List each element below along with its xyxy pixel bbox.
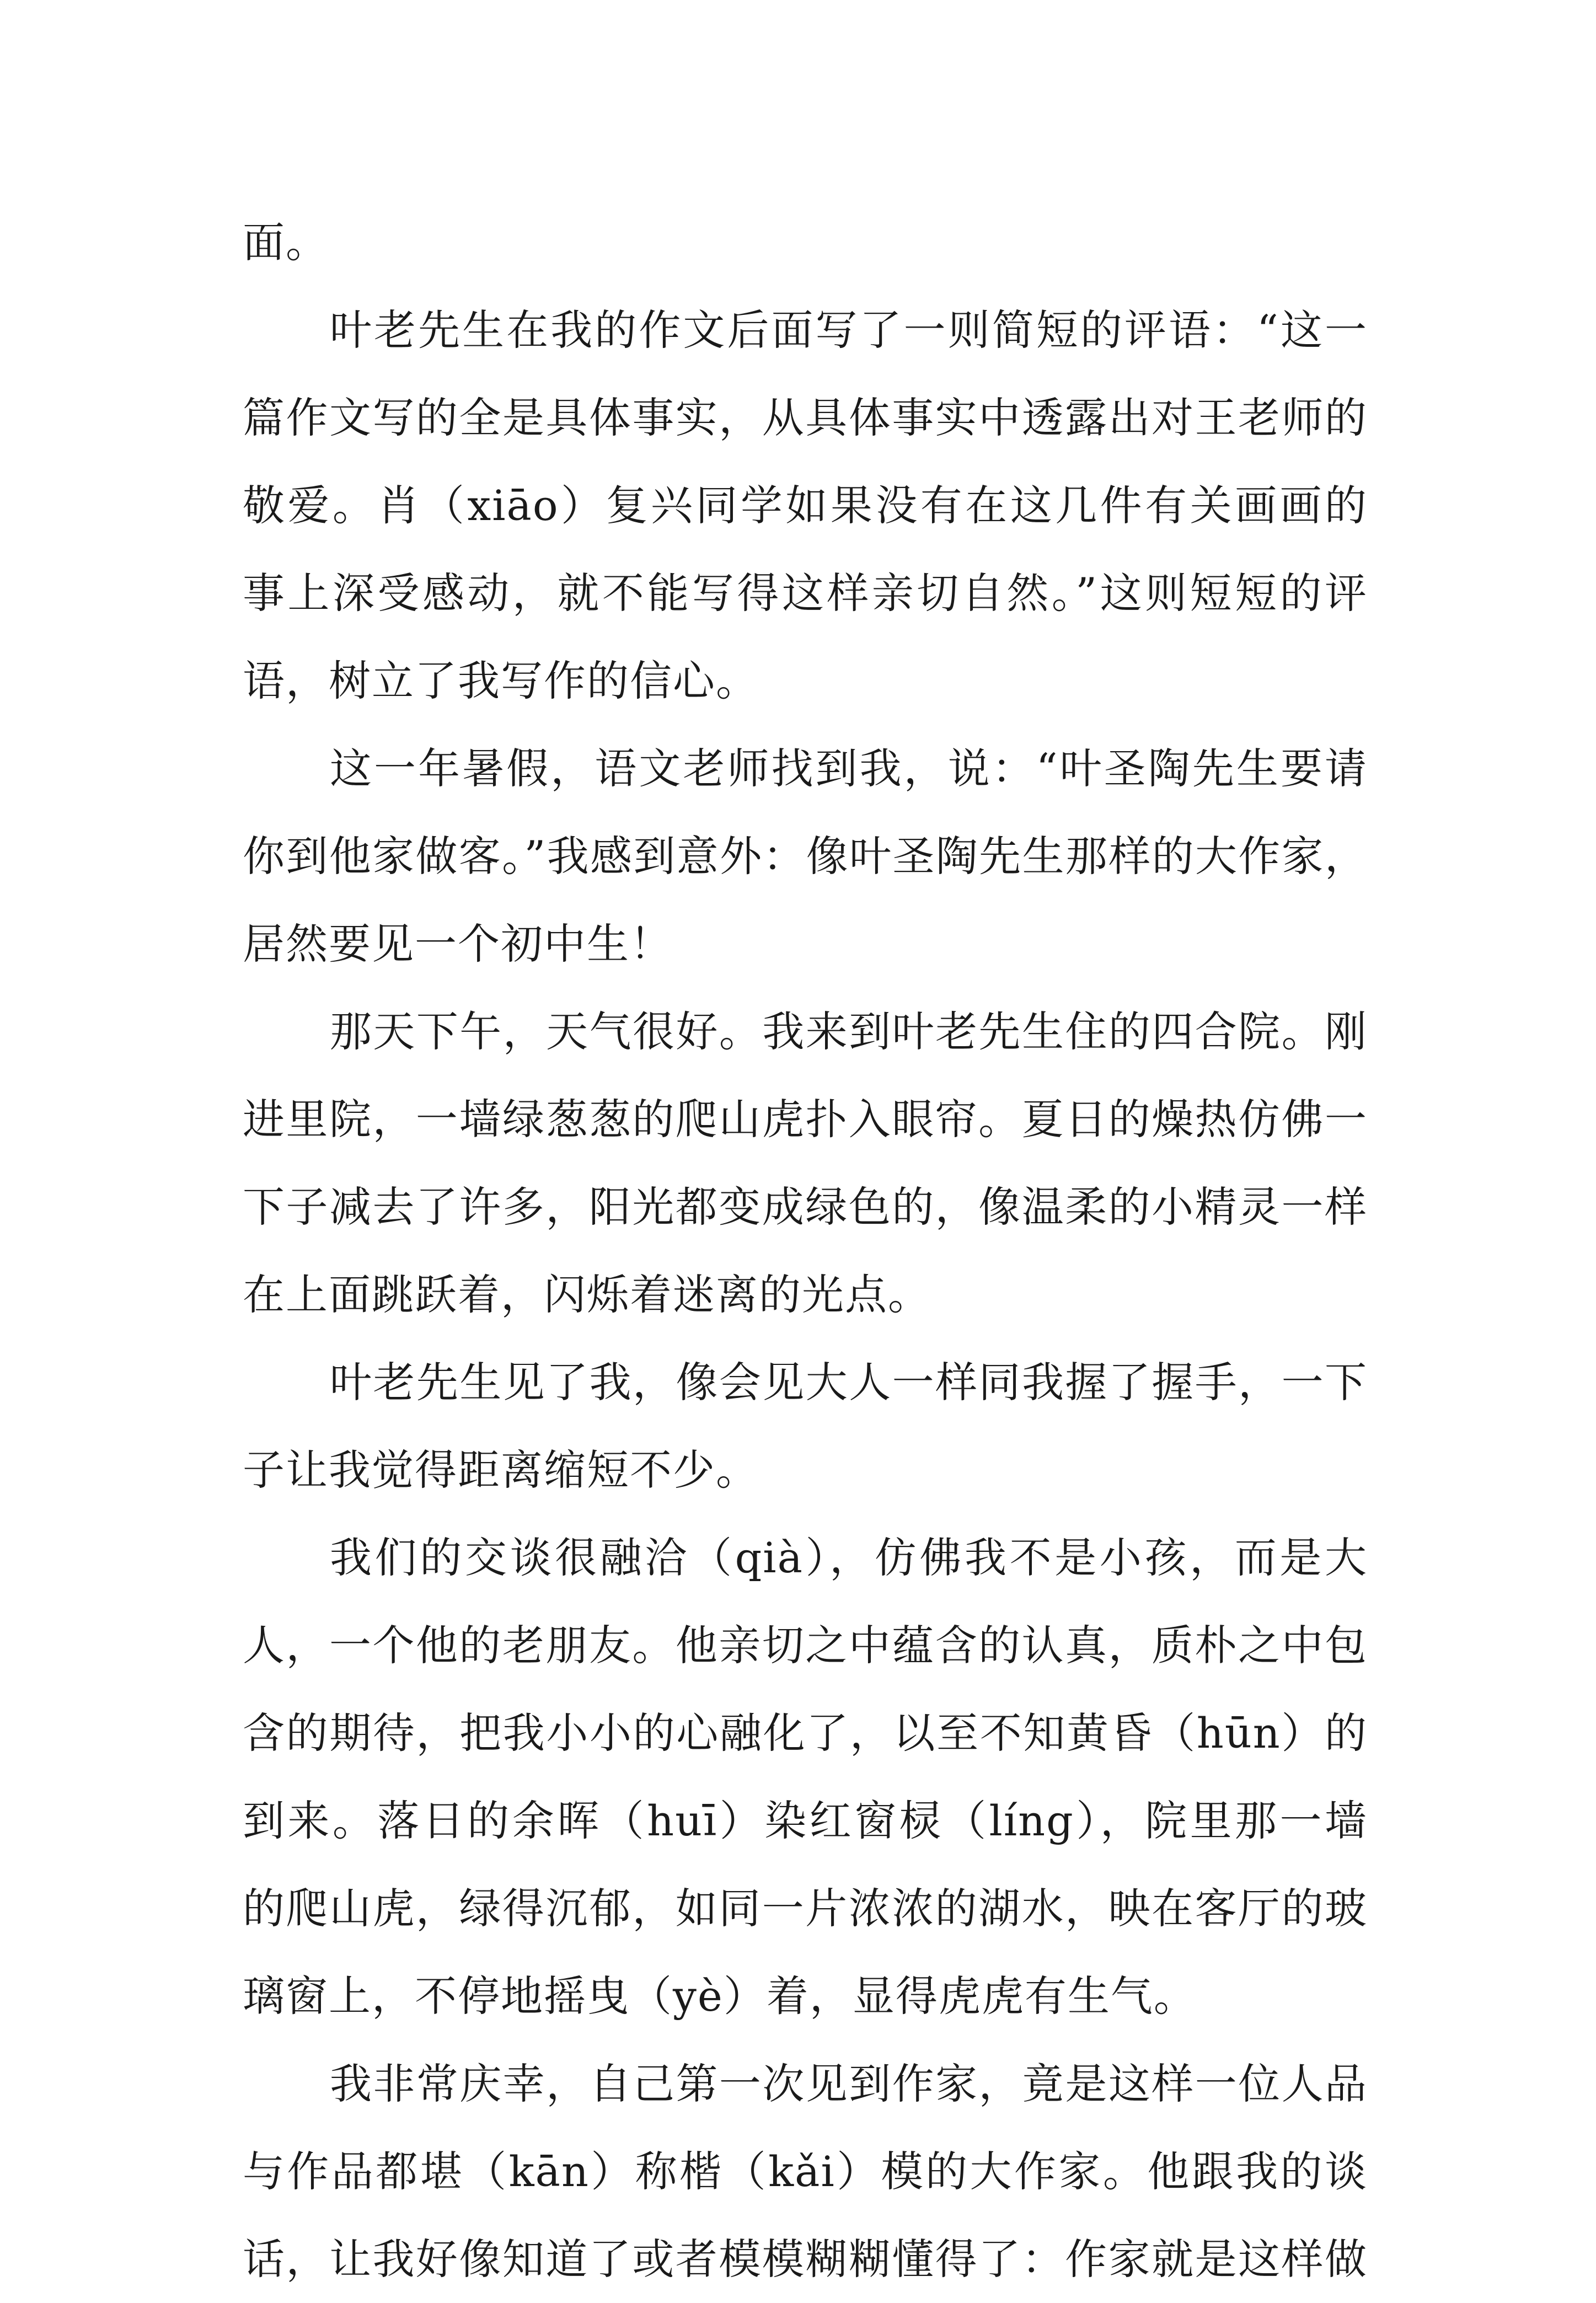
text-line: 与作品都堪（kān）称楷（kǎi）模的大作家。他跟我的谈 [243, 2147, 1368, 2196]
text-line: 篇作文写的全是具体事实，从具体事实中透露出对王老师的 [243, 393, 1368, 442]
text-line: 到来。落日的余晖（huī）染红窗棂（líng），院里那一墙 [243, 1796, 1368, 1845]
text-line: 你到他家做客。”我感到意外：像叶圣陶先生那样的大作家， [243, 832, 1368, 881]
text-line: 我非常庆幸，自己第一次见到作家，竟是这样一位人品 [330, 2059, 1368, 2108]
body-text [243, 199, 1368, 2303]
text-line: 子让我觉得距离缩短不少。 [243, 1445, 759, 1495]
text-line: 居然要见一个初中生！ [243, 919, 673, 968]
text-line: 语，树立了我写作的信心。 [243, 656, 759, 705]
text-line: 进里院，一墙绿葱葱的爬山虎扑入眼帘。夏日的燥热仿佛一 [243, 1095, 1368, 1144]
text-line: 在上面跳跃着，闪烁着迷离的光点。 [243, 1270, 931, 1319]
text-line: 敬爱。肖（xiāo）复兴同学如果没有在这几件有关画画的 [243, 481, 1368, 530]
text-line: 含的期待，把我小小的心融化了，以至不知黄昏（hūn）的 [243, 1708, 1368, 1758]
text-line: 事上深受感动，就不能写得这样亲切自然。”这则短短的评 [243, 569, 1368, 618]
text-line: 那天下午，天气很好。我来到叶老先生住的四合院。刚 [330, 1007, 1368, 1056]
text-line: 下子减去了许多，阳光都变成绿色的，像温柔的小精灵一样 [243, 1182, 1368, 1231]
text-line: 这一年暑假，语文老师找到我，说：“叶圣陶先生要请 [330, 744, 1368, 793]
text-line: 璃窗上，不停地摇曳（yè）着，显得虎虎有生气。 [243, 1972, 1197, 2021]
text-line: 人，一个他的老朋友。他亲切之中蕴含的认真，质朴之中包 [243, 1621, 1368, 1670]
text-line: 我们的交谈很融洽（qià），仿佛我不是小孩，而是大 [330, 1533, 1368, 1582]
text-line: 的爬山虎，绿得沉郁，如同一片浓浓的湖水，映在客厅的玻 [243, 1884, 1368, 1933]
text-line: 话，让我好像知道了或者模模糊糊懂得了：作家就是这样做 [243, 2235, 1368, 2284]
text-line: 面。 [243, 218, 329, 267]
text-line: 叶老先生在我的作文后面写了一则简短的评语：“这一 [330, 306, 1368, 355]
text-line: 叶老先生见了我，像会见大人一样同我握了握手，一下 [330, 1358, 1368, 1407]
